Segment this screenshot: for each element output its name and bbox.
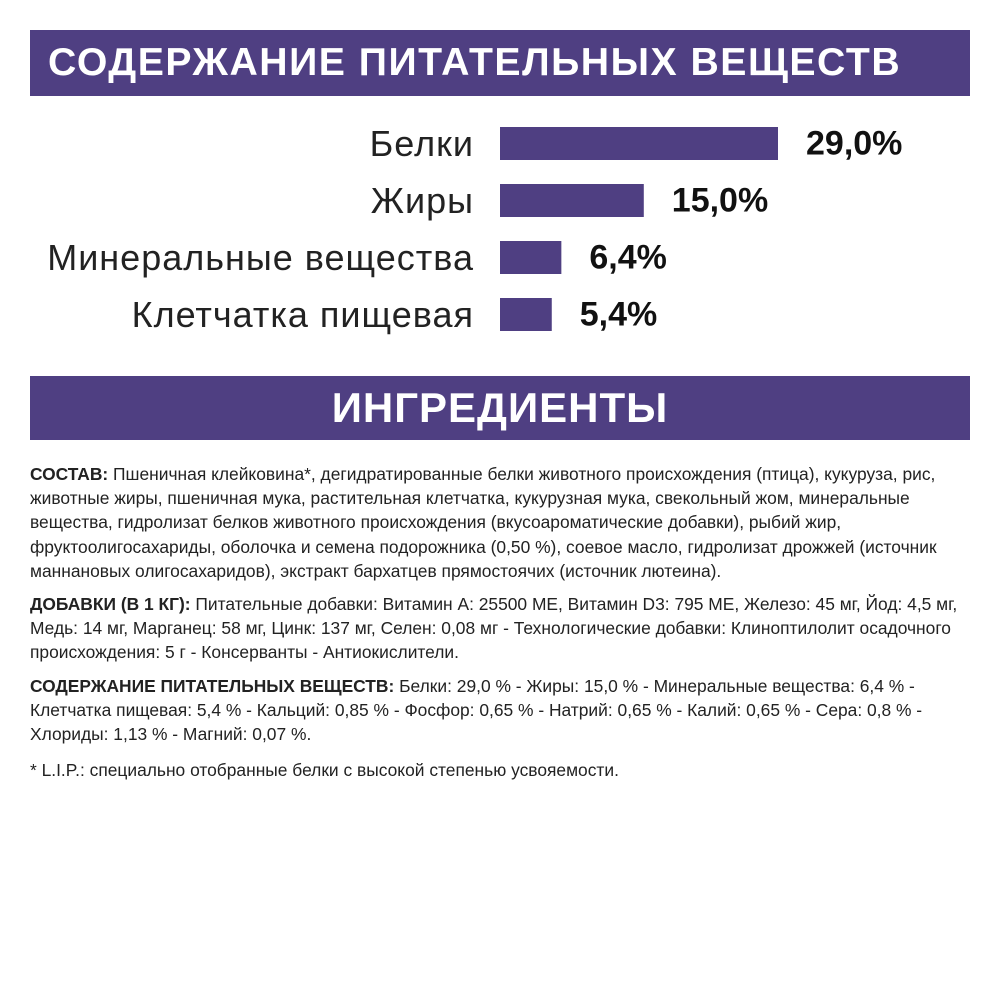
bar-value-label: 6,4%	[589, 238, 667, 277]
ingredients-section	[30, 462, 970, 791]
bar	[500, 241, 561, 274]
composition-label: СОСТАВ:	[30, 464, 109, 484]
additives-text: Питательные добавки: Витамин A: 25500 МЕ, Витамин D3: 795 МЕ, Железо: 45 мг, Йод: 4,5 мг, Медь: 14 мг, Марганец: 58 мг, Цинк: 137 мг, Селен: 0,08 мг - Технологические добавки: Клиноптилолит осадочного происхождения: 5 г - Консерванты - Антиокислители.	[30, 594, 958, 663]
nutrients-label: СОДЕРЖАНИЕ ПИТАТЕЛЬНЫХ ВЕЩЕСТВ:	[30, 675, 395, 696]
composition-text: Пшеничная клейковина*, дегидратированные белки животного происхождения (птица), кукуруза, рис, животные жиры, пшеничная мука, растительная клетчатка, кукурузная мука, свекольный жом, минеральные вещества, гидролизат белков животного происхождения (вкусоароматические добавки), рыбий жир, фруктоолигосахариды, оболочка и семена подорожника (0,50 %), соевое масло, гидролизат дрожжей (источник маннановых олигосахаридов), экстракт бархатцев прямостоячих (источник лютеина).	[30, 464, 937, 581]
additives-label: ДОБАВКИ (В 1 КГ):	[30, 594, 191, 615]
nutrients-banner: СОДЕРЖАНИЕ ПИТАТЕЛЬНЫХ ВЕЩЕСТВ	[30, 30, 970, 96]
composition-paragraph	[30, 462, 970, 583]
nutrients-text: Белки: 29,0 % - Жиры: 15,0 % - Минеральные вещества: 6,4 % - Клетчатка пищевая: 5,4 % - Кальций: 0,85 % - Фосфор: 0,65 % - Натрий: 0,65 % - Калий: 0,65 % - Сера: 0,8 % - Хлориды: 1,13 % - Магний: 0,07 %.	[30, 675, 923, 745]
bar	[500, 127, 778, 160]
additives-paragraph	[30, 592, 970, 665]
bar-value-label: 29,0%	[806, 124, 903, 163]
bar-category-label: Белки	[369, 123, 474, 164]
bar-category-label: Клетчатка пищевая	[131, 294, 474, 335]
footnote: * L.I.P.: специально отобранные белки с высокой степенью усвояемости.	[30, 760, 619, 781]
bar-category-label: Жиры	[370, 180, 474, 221]
bar	[500, 298, 552, 331]
ingredients-banner: ИНГРЕДИЕНТЫ	[30, 376, 970, 440]
nutrients-bar-chart	[0, 110, 1000, 350]
bar-value-label: 15,0%	[671, 181, 769, 220]
bar-category-label: Минеральные вещества	[47, 237, 474, 278]
bar-value-label: 5,4%	[579, 295, 658, 334]
nutrients-paragraph	[30, 674, 970, 747]
bar	[500, 184, 644, 217]
